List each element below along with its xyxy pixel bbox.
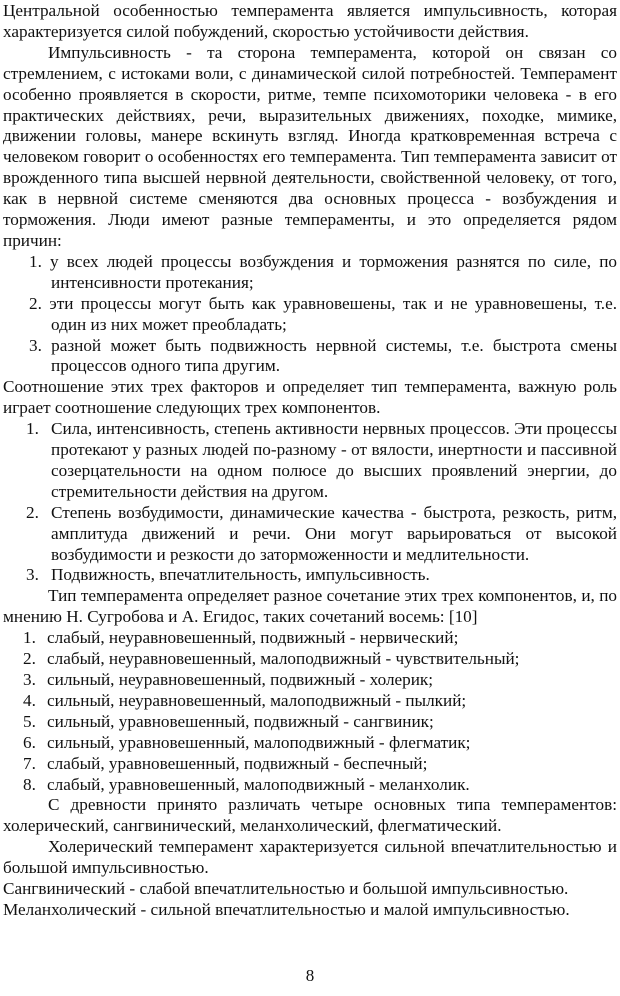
list-item-number: 4. xyxy=(23,690,36,710)
list-item-number: 3. xyxy=(26,565,39,585)
list-item-number: 2. xyxy=(29,293,42,313)
document-page xyxy=(3,1,617,921)
list-item-number: 7. xyxy=(23,753,36,773)
list-item xyxy=(3,252,617,294)
paragraph-choleric: Холерический темперамент характеризуется сильной впечатлительностью и большой импульсивностью. xyxy=(3,837,617,878)
list-item xyxy=(3,712,617,733)
list-item xyxy=(3,628,617,649)
list-item xyxy=(3,649,617,670)
list-item-number: 1. xyxy=(23,628,36,648)
list-item xyxy=(3,336,617,378)
page-number: 8 xyxy=(305,966,315,985)
list-item-text: слабый, уравновешенный, малоподвижный - меланхолик. xyxy=(47,774,470,794)
list-item-text: у всех людей процессы возбуждения и торможения разнятся по силе, по интенсивности протекания; xyxy=(50,251,617,292)
list-item-text: слабый, уравновешенный, подвижный - беспечный; xyxy=(47,753,428,773)
list-item-text: сильный, уравновешенный, малоподвижный - флегматик; xyxy=(47,732,471,752)
list-item xyxy=(3,733,617,754)
list-item xyxy=(3,294,617,336)
list-item xyxy=(3,775,617,796)
list-item-number: 2. xyxy=(23,649,36,669)
list-item xyxy=(3,503,617,566)
list-item-text: эти процессы могут быть как уравновешены, так и не уравновешены, т.е. один из них может преобладать; xyxy=(49,293,618,334)
list-item-number: 2. xyxy=(26,502,39,522)
list-item-text: слабый, неуравновешенный, подвижный - нервический; xyxy=(47,628,459,648)
list-item xyxy=(3,691,617,712)
paragraph-four-types: С древности принято различать четыре основных типа темпераментов: холерический, сангвинический, меланхолический, флегматический. xyxy=(3,795,617,836)
list-item xyxy=(3,670,617,691)
list-item-text: сильный, неуравновешенный, малоподвижный - пылкий; xyxy=(47,690,467,710)
paragraph-factors: Соотношение этих трех факторов и определяет тип темперамента, важную роль играет соотношение следующих трех компонентов. xyxy=(3,377,617,418)
list-item xyxy=(3,754,617,775)
paragraph-impulsivity-intro: Центральной особенностью темперамента является импульсивность, которая характеризуется силой побуждений, скоростью устойчивости действия. xyxy=(3,1,617,41)
list-item-text: Сила, интенсивность, степень активности нервных процессов. Эти процессы протекают у разных людей по-разному - от вялости, инертности и пассивной созерцательности на одном полюсе до высших проявлений энергии, до стремительности действия на другом. xyxy=(51,419,617,501)
list-item-number: 8. xyxy=(23,774,36,794)
list-item-text: сильный, неуравновешенный, подвижный - холерик; xyxy=(47,670,434,689)
list-item-number: 3. xyxy=(23,670,36,689)
list-item-text: Подвижность, впечатлительность, импульсивность. xyxy=(51,565,430,585)
list-item-number: 6. xyxy=(23,732,36,752)
paragraph-impulsivity: Импульсивность - та сторона темперамента, которой он связан со стремлением, с истоками воли, с динамической силой потребностей. Темперамент особенно проявляется в скорости, ритме, темпе психомоторики человека - в его практических действиях, речи, выразительных движениях, походке, мимике, движении головы, манере вскинуть взгляд. Иногда кратковременная встреча с человеком говорит о особенностях его темперамента. Тип темперамента зависит от врожденного типа высшей нервной деятельности, свойственной человеку, от того, как в нервной системе сменяются два основных процесса - возбуждения и торможения. Люди имеют разные темпераменты, и это определяется рядом причин: xyxy=(3,42,617,250)
list-item xyxy=(3,565,617,586)
list-item-text: слабый, неуравновешенный, малоподвижный - чувствительный; xyxy=(47,649,520,669)
list-causes xyxy=(3,252,617,377)
list-item-text: разной может быть подвижность нервной системы, т.е. быстрота смены процессов одного типа другим. xyxy=(51,335,617,376)
list-item-number: 1. xyxy=(29,251,42,271)
paragraph-sanguine: Сангвинический - слабой впечатлительностью и большой импульсивностью. xyxy=(3,879,569,899)
list-item-number: 5. xyxy=(23,711,36,731)
list-item xyxy=(3,419,617,503)
paragraph-melancholic: Меланхолический - сильной впечатлительностью и малой импульсивностью. xyxy=(3,899,570,919)
list-item-number: 3. xyxy=(29,335,42,355)
paragraph-combinations: Тип темперамента определяет разное сочетание этих трех компонентов, и, по мнению Н. Сугробова и А. Егидос, таких сочетаний восемь: [10] xyxy=(3,586,617,627)
list-components xyxy=(3,419,617,586)
list-combinations xyxy=(3,628,617,795)
list-item-number: 1. xyxy=(26,419,39,439)
list-item-text: Степень возбудимости, динамические качества - быстрота, резкость, ритм, амплитуда движений и речи. Они могут варьироваться от высокой возбудимости и резкости до заторможенности и медлительности. xyxy=(51,502,617,564)
list-item-text: сильный, уравновешенный, подвижный - сангвиник; xyxy=(47,711,434,731)
